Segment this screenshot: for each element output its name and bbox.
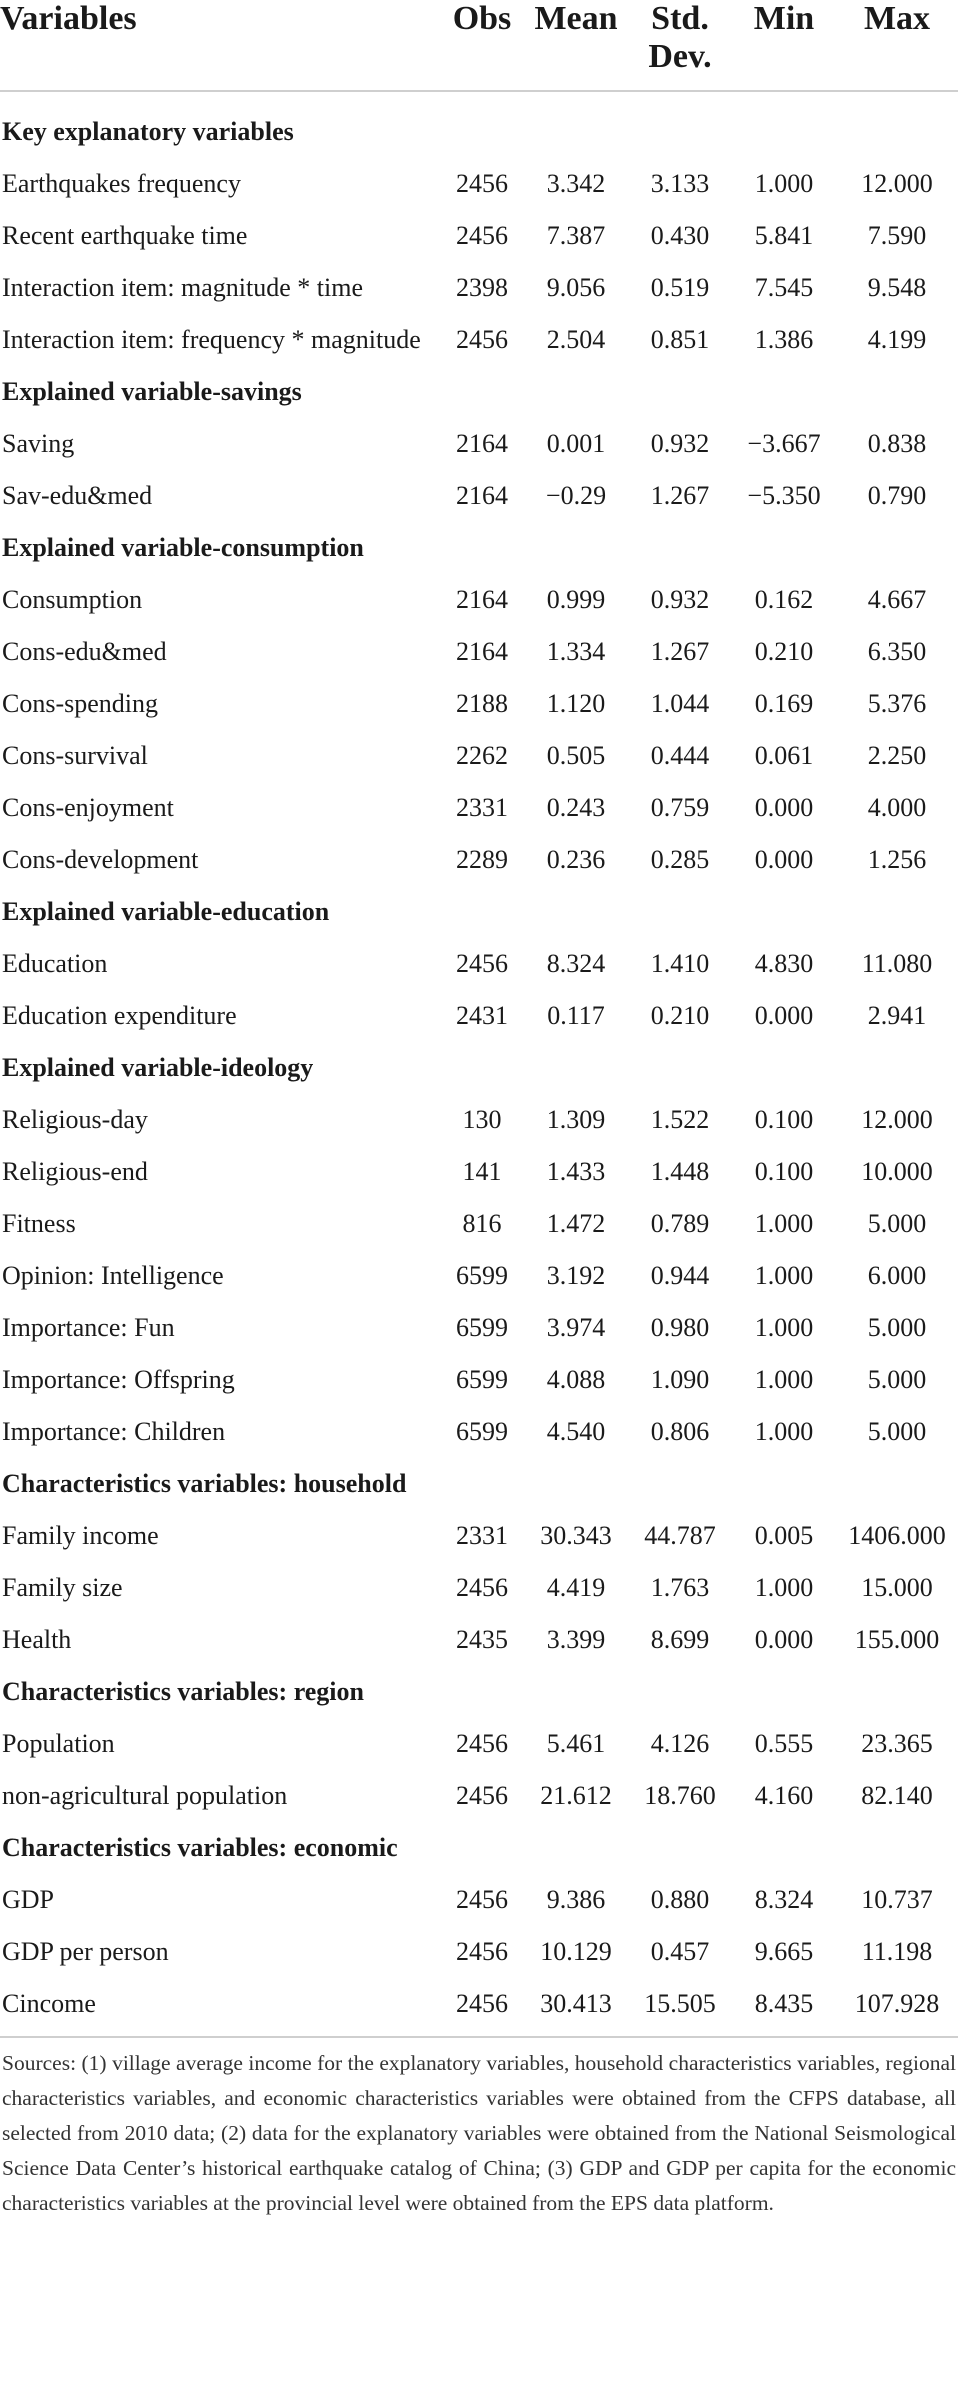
cell-mean: 0.001 (546, 429, 606, 458)
table-row (0, 1510, 958, 1562)
section-heading: Explained variable-ideology (2, 1053, 314, 1082)
table-row (0, 1406, 958, 1458)
table-row (0, 678, 958, 730)
cell-mean: 0.999 (546, 585, 606, 614)
cell-max: 6.000 (867, 1261, 927, 1290)
cell-variable-name: Earthquakes frequency (2, 169, 241, 198)
cell-obs: 2456 (456, 949, 508, 978)
cell-obs: 6599 (456, 1313, 508, 1342)
header-variables: Variables (0, 0, 440, 91)
cell-variable-name: Cons-spending (2, 689, 158, 718)
cell-min: 0.100 (754, 1105, 814, 1134)
cell-max: 11.198 (861, 1937, 933, 1966)
cell-variable-name: Religious-end (2, 1157, 148, 1186)
cell-variable-name: Family income (2, 1521, 159, 1550)
cell-max: 10.737 (861, 1885, 933, 1914)
cell-max: 5.000 (867, 1365, 927, 1394)
cell-min: 0.061 (754, 741, 814, 770)
table-row (0, 938, 958, 990)
cell-min: 0.555 (754, 1729, 814, 1758)
cell-max: 12.000 (861, 1105, 933, 1134)
cell-min: 0.005 (754, 1521, 814, 1550)
cell-min: 5.841 (754, 221, 814, 250)
table-row (0, 834, 958, 886)
cell-min: 0.000 (754, 1001, 814, 1030)
cell-mean: 3.192 (546, 1261, 606, 1290)
cell-max: 107.928 (854, 1989, 940, 2018)
cell-min: 0.169 (754, 689, 814, 718)
cell-variable-name: Saving (2, 429, 75, 458)
cell-variable-name: GDP (2, 1885, 55, 1914)
cell-mean: 10.129 (540, 1937, 612, 1966)
cell-obs: 2456 (456, 1729, 508, 1758)
cell-mean: 5.461 (546, 1729, 606, 1758)
cell-obs: 2435 (456, 1625, 508, 1654)
cell-variable-name: Interaction item: frequency * magnitude (2, 325, 421, 354)
cell-std-dev: 0.789 (650, 1209, 710, 1238)
cell-std-dev: 0.444 (650, 741, 710, 770)
cell-variable-name: Fitness (2, 1209, 76, 1238)
cell-max: 10.000 (861, 1157, 933, 1186)
cell-max: 0.790 (867, 481, 927, 510)
cell-obs: 2331 (456, 1521, 508, 1550)
cell-variable-name: Religious-day (2, 1105, 148, 1134)
section-heading: Key explanatory variables (2, 117, 294, 146)
cell-mean: 4.419 (546, 1573, 606, 1602)
cell-max: 12.000 (861, 169, 933, 198)
cell-obs: 6599 (456, 1365, 508, 1394)
table-row (0, 730, 958, 782)
table-row (0, 210, 958, 262)
cell-min: −5.350 (747, 481, 821, 510)
section-heading-row (0, 886, 958, 938)
table-row (0, 1146, 958, 1198)
cell-std-dev: 44.787 (644, 1521, 716, 1550)
cell-obs: 6599 (456, 1261, 508, 1290)
section-heading-row (0, 366, 958, 418)
table-body (0, 91, 958, 2036)
cell-variable-name: Cincome (2, 1989, 96, 2018)
cell-min: 8.324 (754, 1885, 814, 1914)
cell-max: 4.199 (867, 325, 927, 354)
cell-std-dev: 0.851 (650, 325, 710, 354)
cell-max: 11.080 (861, 949, 933, 978)
table-source-notes: Sources: (1) village average income for the explanatory variables, household characteristics variables, regional characteristics variables, and economic characteristics variables were obtained from the CFPS database, all selected from 2010 data; (2) data for the explanatory variables were obtained from the National Seismological Science Data Center’s historical earthquake catalog of China; (3) GDP and GDP per capita for the economic characteristics variables at the provincial level were obtained from the EPS data platform. (2, 2051, 956, 2215)
table-row (0, 1302, 958, 1354)
cell-variable-name: Importance: Fun (2, 1313, 175, 1342)
cell-min: 1.386 (754, 325, 814, 354)
table-row (0, 314, 958, 366)
cell-obs: 130 (462, 1105, 502, 1134)
section-heading: Characteristics variables: economic (2, 1833, 398, 1862)
table-header-row (0, 0, 958, 91)
cell-std-dev: 1.267 (650, 481, 710, 510)
table-row (0, 1198, 958, 1250)
cell-min: 4.160 (754, 1781, 814, 1810)
cell-std-dev: 0.519 (650, 273, 710, 302)
cell-variable-name: Sav-edu&med (2, 481, 153, 510)
cell-obs: 2456 (456, 325, 508, 354)
cell-min: 0.000 (754, 793, 814, 822)
cell-std-dev: 3.133 (650, 169, 710, 198)
table-row (0, 990, 958, 1042)
header-mean: Mean (524, 0, 628, 91)
cell-obs: 2164 (456, 481, 508, 510)
cell-mean: 1.120 (546, 689, 606, 718)
cell-std-dev: 1.763 (650, 1573, 710, 1602)
cell-obs: 2456 (456, 1989, 508, 2018)
cell-max: 82.140 (861, 1781, 933, 1810)
table-row (0, 470, 958, 522)
cell-mean: 4.088 (546, 1365, 606, 1394)
cell-obs: 2456 (456, 1573, 508, 1602)
cell-std-dev: 0.210 (650, 1001, 710, 1030)
cell-max: 5.376 (867, 689, 927, 718)
cell-std-dev: 1.522 (650, 1105, 710, 1134)
cell-variable-name: Family size (2, 1573, 123, 1602)
cell-variable-name: Consumption (2, 585, 143, 614)
cell-min: 0.210 (754, 637, 814, 666)
cell-mean: 9.056 (546, 273, 606, 302)
cell-min: 0.000 (754, 1625, 814, 1654)
cell-std-dev: 0.932 (650, 429, 710, 458)
cell-max: 23.365 (861, 1729, 933, 1758)
section-heading: Explained variable-savings (2, 377, 302, 406)
cell-variable-name: Cons-survival (2, 741, 148, 770)
cell-variable-name: GDP per person (2, 1937, 169, 1966)
cell-obs: 2164 (456, 429, 508, 458)
cell-obs: 141 (462, 1157, 502, 1186)
cell-min: 1.000 (754, 1209, 814, 1238)
cell-variable-name: Cons-enjoyment (2, 793, 174, 822)
table-row (0, 1926, 958, 1978)
cell-obs: 2456 (456, 1885, 508, 1914)
cell-obs: 2331 (456, 793, 508, 822)
cell-mean: 3.399 (546, 1625, 606, 1654)
cell-std-dev: 1.090 (650, 1365, 710, 1394)
cell-std-dev: 0.880 (650, 1885, 710, 1914)
cell-max: 1406.000 (848, 1521, 946, 1550)
cell-obs: 2456 (456, 221, 508, 250)
cell-mean: 8.324 (546, 949, 606, 978)
section-heading: Explained variable-education (2, 897, 330, 926)
cell-max: 5.000 (867, 1313, 927, 1342)
cell-min: 1.000 (754, 169, 814, 198)
table-row (0, 574, 958, 626)
section-heading-row (0, 1822, 958, 1874)
cell-variable-name: non-agricultural population (2, 1781, 288, 1810)
cell-std-dev: 1.410 (650, 949, 710, 978)
cell-std-dev: 1.267 (650, 637, 710, 666)
cell-mean: 1.472 (546, 1209, 606, 1238)
cell-std-dev: 0.806 (650, 1417, 710, 1446)
cell-max: 4.000 (867, 793, 927, 822)
cell-variable-name: Health (2, 1625, 72, 1654)
cell-mean: 21.612 (540, 1781, 612, 1810)
cell-variable-name: Cons-edu&med (2, 637, 167, 666)
cell-obs: 2262 (456, 741, 508, 770)
cell-std-dev: 1.448 (650, 1157, 710, 1186)
cell-mean: 7.387 (546, 221, 606, 250)
cell-max: 0.838 (867, 429, 927, 458)
cell-min: 0.100 (754, 1157, 814, 1186)
section-heading: Explained variable-consumption (2, 533, 364, 562)
cell-std-dev: 0.932 (650, 585, 710, 614)
cell-obs: 2456 (456, 169, 508, 198)
cell-obs: 2289 (456, 845, 508, 874)
cell-max: 2.250 (867, 741, 927, 770)
cell-min: 9.665 (754, 1937, 814, 1966)
cell-max: 155.000 (854, 1625, 940, 1654)
cell-std-dev: 18.760 (644, 1781, 716, 1810)
cell-max: 1.256 (867, 845, 927, 874)
cell-std-dev: 0.430 (650, 221, 710, 250)
cell-min: 0.162 (754, 585, 814, 614)
section-heading-row (0, 1666, 958, 1718)
cell-max: 7.590 (867, 221, 927, 250)
cell-mean: 30.343 (540, 1521, 612, 1550)
table-row (0, 626, 958, 678)
section-heading-row (0, 522, 958, 574)
cell-mean: 0.236 (546, 845, 606, 874)
cell-obs: 2164 (456, 637, 508, 666)
cell-mean: 3.974 (546, 1313, 606, 1342)
cell-variable-name: Importance: Offspring (2, 1365, 235, 1394)
section-heading: Characteristics variables: household (2, 1469, 407, 1498)
table-row (0, 158, 958, 210)
table-row (0, 1354, 958, 1406)
section-heading-row (0, 1042, 958, 1094)
table-row (0, 782, 958, 834)
cell-std-dev: 4.126 (650, 1729, 710, 1758)
cell-mean: 0.117 (547, 1001, 605, 1030)
cell-mean: 0.505 (546, 741, 606, 770)
cell-std-dev: 0.944 (650, 1261, 710, 1290)
cell-mean: 3.342 (546, 169, 606, 198)
cell-variable-name: Cons-development (2, 845, 199, 874)
table-row (0, 418, 958, 470)
cell-std-dev: 15.505 (644, 1989, 716, 2018)
cell-mean: 0.243 (546, 793, 606, 822)
cell-obs: 2431 (456, 1001, 508, 1030)
cell-max: 6.350 (867, 637, 927, 666)
cell-obs: 2164 (456, 585, 508, 614)
cell-std-dev: 0.980 (650, 1313, 710, 1342)
cell-mean: 1.433 (546, 1157, 606, 1186)
cell-obs: 2188 (456, 689, 508, 718)
cell-min: 1.000 (754, 1573, 814, 1602)
cell-obs: 2398 (456, 273, 508, 302)
table-row (0, 262, 958, 314)
cell-mean: 1.309 (546, 1105, 606, 1134)
section-heading-row (0, 91, 958, 158)
cell-variable-name: Education expenditure (2, 1001, 237, 1030)
cell-mean: 1.334 (546, 637, 606, 666)
cell-obs: 6599 (456, 1417, 508, 1446)
cell-min: 4.830 (754, 949, 814, 978)
cell-min: 0.000 (754, 845, 814, 874)
cell-obs: 2456 (456, 1937, 508, 1966)
header-std-dev: Std. Dev. (628, 0, 732, 91)
cell-min: −3.667 (747, 429, 821, 458)
cell-std-dev: 0.285 (650, 845, 710, 874)
table-row (0, 1770, 958, 1822)
cell-max: 9.548 (867, 273, 927, 302)
table-row (0, 1094, 958, 1146)
table-row (0, 1978, 958, 2036)
section-heading-row (0, 1458, 958, 1510)
cell-std-dev: 0.759 (650, 793, 710, 822)
cell-min: 1.000 (754, 1261, 814, 1290)
header-obs: Obs (440, 0, 524, 91)
cell-mean: 2.504 (546, 325, 606, 354)
cell-variable-name: Recent earthquake time (2, 221, 248, 250)
cell-max: 2.941 (867, 1001, 927, 1030)
cell-min: 1.000 (754, 1365, 814, 1394)
cell-max: 4.667 (867, 585, 927, 614)
cell-mean: 4.540 (546, 1417, 606, 1446)
section-heading: Characteristics variables: region (2, 1677, 364, 1706)
cell-max: 5.000 (867, 1417, 927, 1446)
cell-max: 15.000 (861, 1573, 933, 1602)
cell-variable-name: Education (2, 949, 108, 978)
cell-min: 1.000 (754, 1417, 814, 1446)
table-row (0, 1874, 958, 1926)
header-max: Max (836, 0, 958, 91)
cell-variable-name: Importance: Children (2, 1417, 226, 1446)
cell-obs: 2456 (456, 1781, 508, 1810)
cell-obs: 816 (462, 1209, 502, 1238)
cell-variable-name: Opinion: Intelligence (2, 1261, 224, 1290)
cell-mean: −0.29 (545, 481, 607, 510)
cell-variable-name: Population (2, 1729, 115, 1758)
header-min: Min (732, 0, 836, 91)
cell-mean: 9.386 (546, 1885, 606, 1914)
table-row (0, 1614, 958, 1666)
cell-mean: 30.413 (540, 1989, 612, 2018)
cell-max: 5.000 (867, 1209, 927, 1238)
cell-min: 7.545 (754, 273, 814, 302)
table-row (0, 1562, 958, 1614)
cell-min: 8.435 (754, 1989, 814, 2018)
table-row (0, 1250, 958, 1302)
cell-min: 1.000 (754, 1313, 814, 1342)
cell-std-dev: 1.044 (650, 689, 710, 718)
table-row (0, 1718, 958, 1770)
cell-variable-name: Interaction item: magnitude * time (2, 273, 364, 302)
cell-std-dev: 0.457 (650, 1937, 710, 1966)
cell-std-dev: 8.699 (650, 1625, 710, 1654)
